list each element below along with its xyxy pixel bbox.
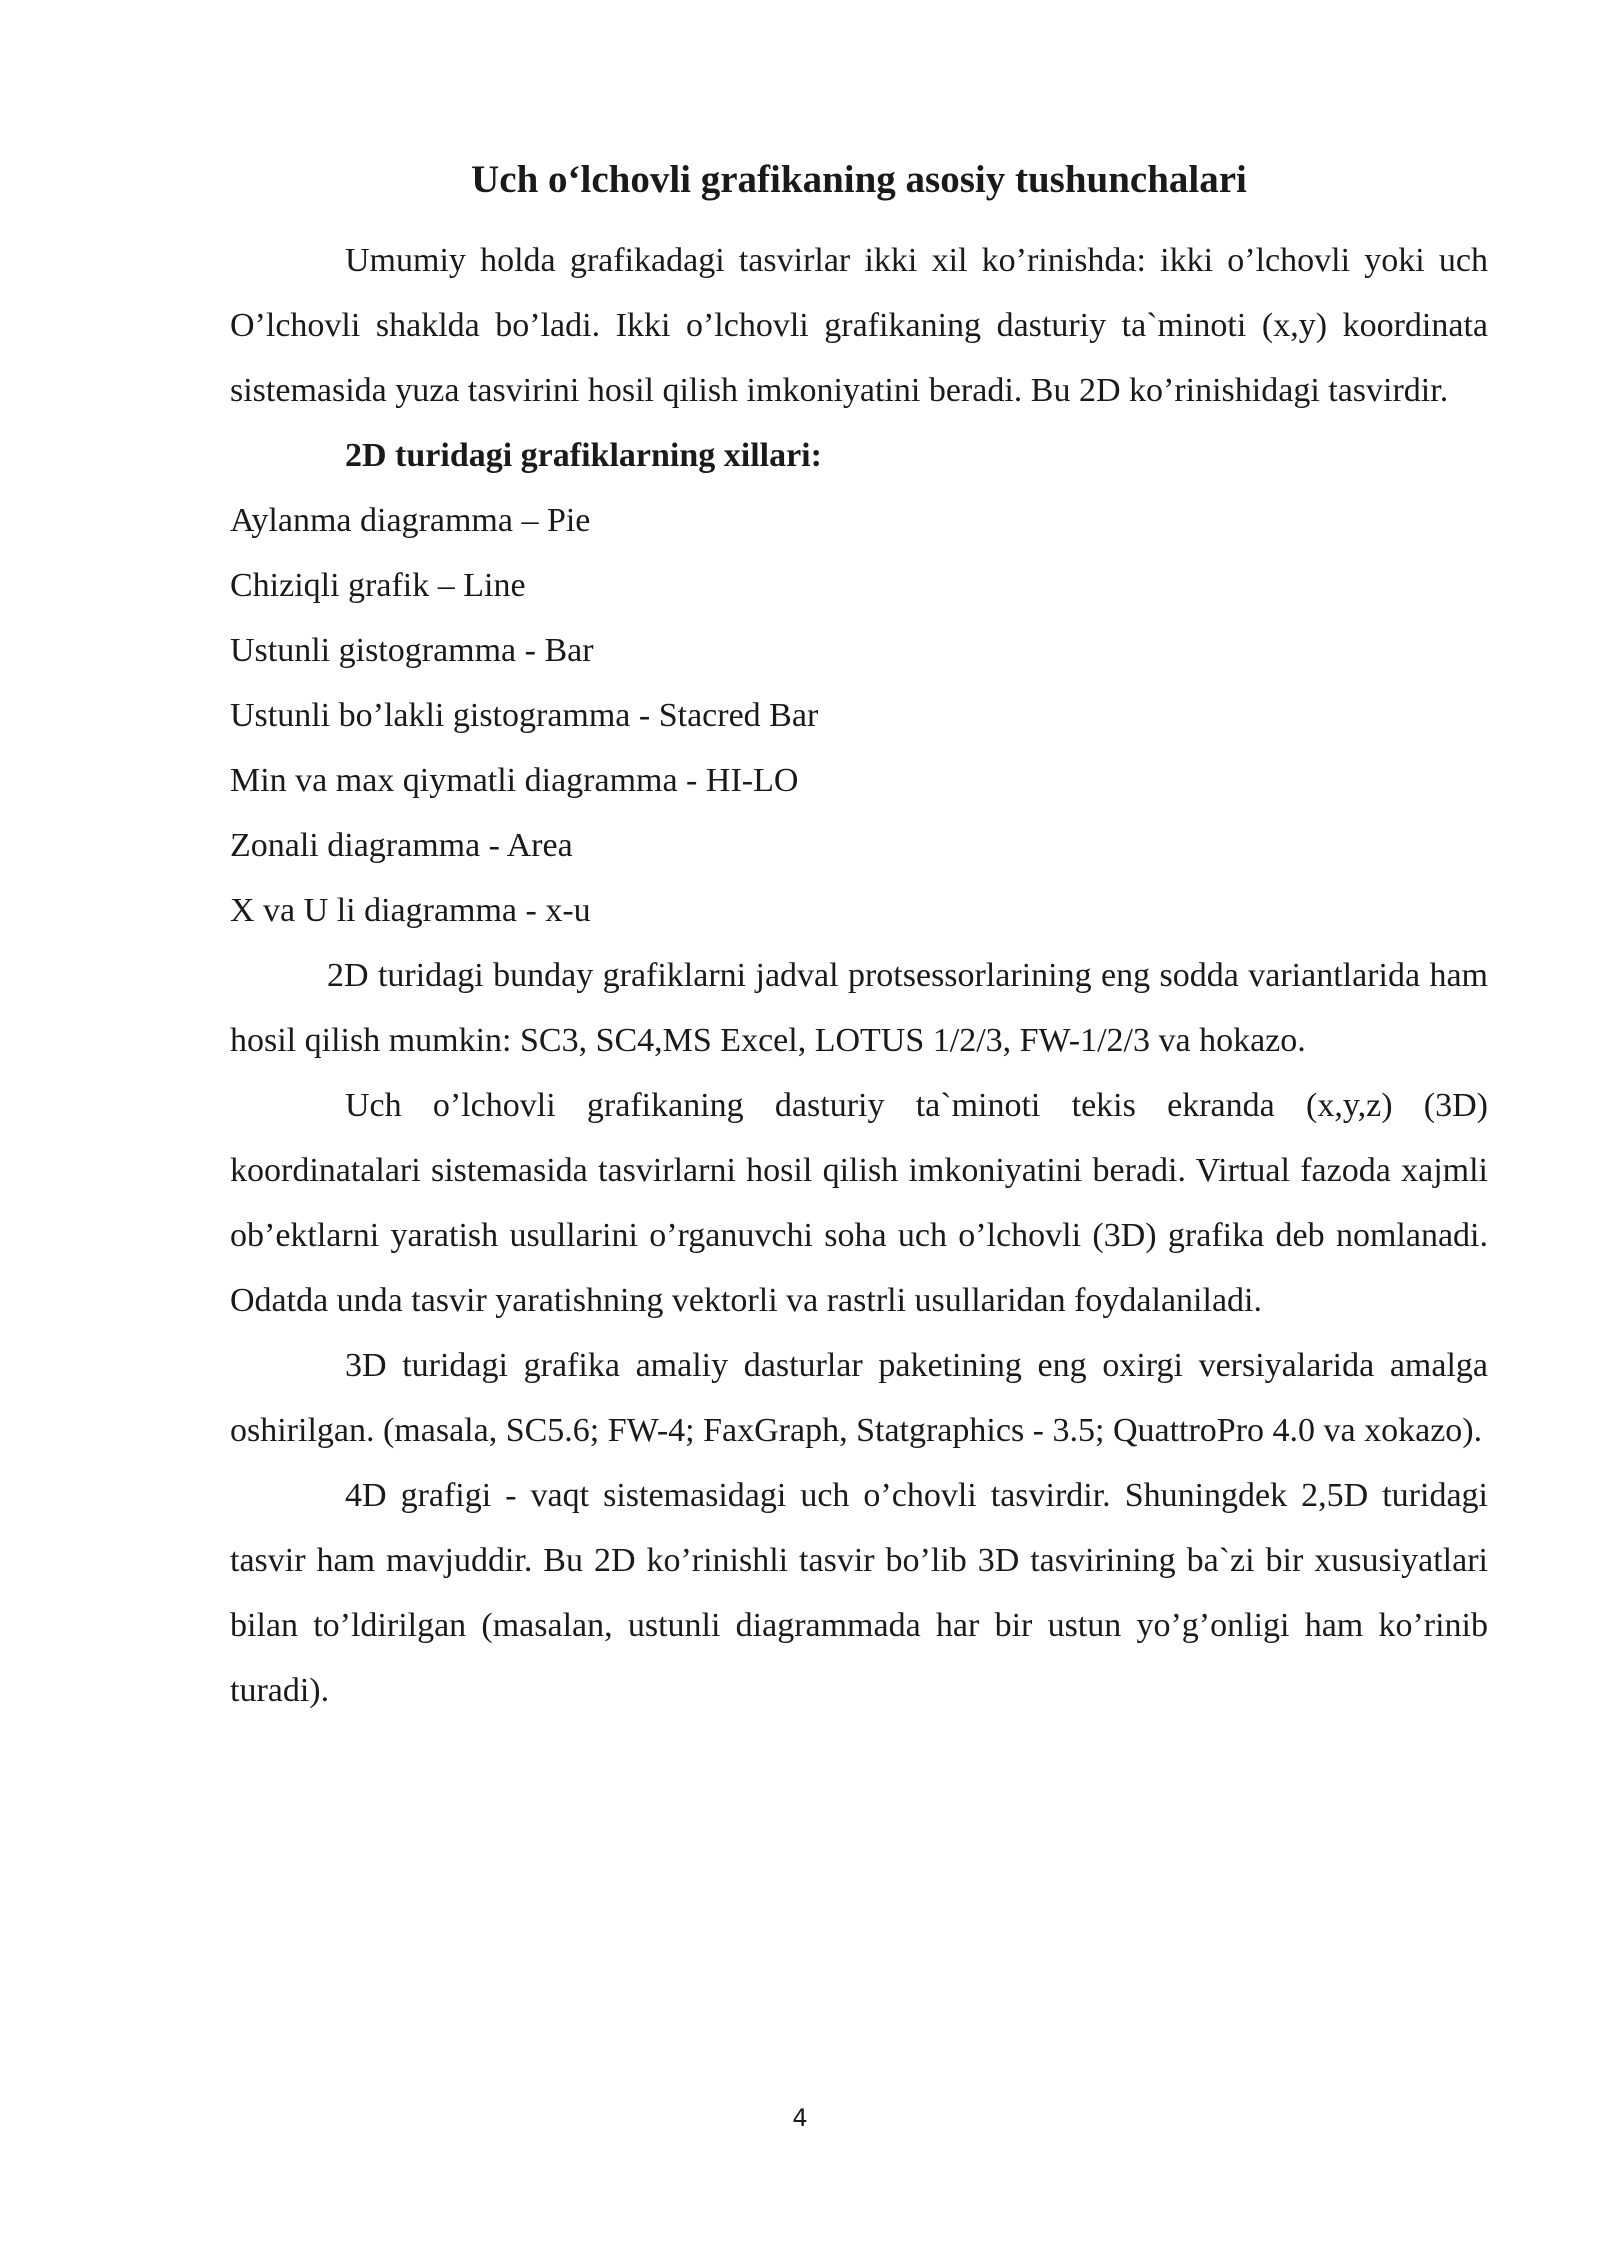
list-item: Chiziqli grafik – Line — [230, 567, 526, 604]
chart-types-heading: 2D turidagi grafiklarning xillari: — [345, 437, 822, 474]
list-item: Aylanma diagramma – Pie — [230, 502, 591, 539]
paragraph-4d: 4D grafigi - vaqt sistemasidagi uch o’chovli tasvirdir. Shuningdek 2,5D turidagi tasvir ham mavjuddir. Bu 2D ko’rinishli tasvir bo’lib 3D tasvirining ba`zi bir xususiyatlari bilan to’ldirilgan (masalan, ustunli diagrammada har bir ustun yo’g’onligi ham ko’rinib turadi). — [230, 1477, 1488, 1709]
list-item: Ustunli bo’lakli gistogramma - Stacred Bar — [230, 697, 819, 734]
page-number: 4 — [792, 2104, 808, 2132]
page-title: Uch o‘lchovli grafikaning asosiy tushunchalari — [471, 158, 1247, 201]
paragraph-spreadsheets: 2D turidagi bunday grafiklarni jadval protsessorlarining eng sodda variantlarida ham hosil qilish mumkin: SC3, SC4,MS Excel, LOTUS 1/2/3, FW-1/2/3 va hokazo. — [230, 957, 1488, 1059]
paragraph-3d: Uch o’lchovli grafikaning dasturiy ta`minoti tekis ekranda (x,y,z) (3D) koordinatalari sistemasida tasvirlarni hosil qilish imkoniyatini beradi. Virtual fazoda xajmli ob’ektlarni yaratish usullarini o’rganuvchi soha uch o’lchovli (3D) grafika deb nomlanadi. Odatda unda tasvir yaratishning vektorli va rastrli usullaridan foydalaniladi. — [230, 1087, 1488, 1319]
list-item: Zonali diagramma - Area — [230, 827, 573, 864]
chart-types-list — [230, 488, 1488, 943]
paragraph-3d-packages: 3D turidagi grafika amaliy dasturlar paketining eng oxirgi versiyalarida amalga oshirilgan. (masala, SC5.6; FW-4; FaxGraph, Statgraphics - 3.5; QuattroPro 4.0 va xokazo). — [230, 1347, 1488, 1449]
list-item: Min va max qiymatli diagramma - HI-LO — [230, 762, 799, 799]
list-item: X va U li diagramma - x-u — [230, 892, 591, 929]
paragraph-intro: Umumiy holda grafikadagi tasvirlar ikki xil ko’rinishda: ikki o’lchovli yoki uch O’lchovli shaklda bo’ladi. Ikki o’lchovli grafikaning dasturiy ta`minoti (x,y) koordinata sistemasida yuza tasvirini hosil qilish imkoniyatini beradi. Bu 2D ko’rinishidagi tasvirdir. — [230, 242, 1488, 409]
list-item: Ustunli gistogramma - Bar — [230, 632, 594, 669]
document-page — [230, 150, 1488, 1723]
